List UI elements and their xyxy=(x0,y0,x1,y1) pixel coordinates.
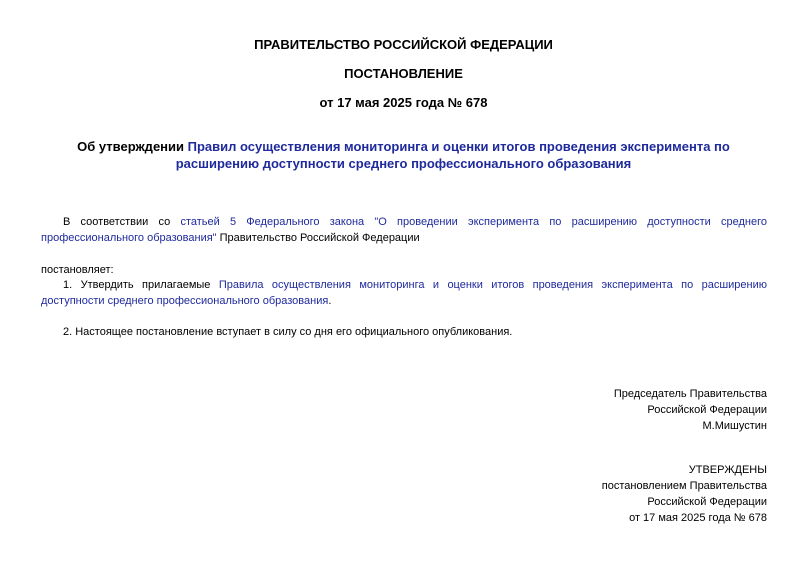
item-2-paragraph: 2. Настоящее постановление вступает в силу со дня его официального опубликования. xyxy=(63,326,513,338)
item-1-text-after: . xyxy=(328,295,332,307)
approval-line1: УТВЕРЖДЕНЫ xyxy=(688,464,767,476)
document-title xyxy=(40,138,767,172)
approval-line2: постановлением Правительства xyxy=(601,480,767,492)
signature-title-line1: Председатель Правительства xyxy=(613,388,767,400)
rules-link[interactable]: Правила осуществления мониторинга и оценки итогов проведения эксперимента по расширению доступности среднего профессионального образования xyxy=(41,279,767,307)
law-article-link[interactable]: статьей 5 Федерального закона "О проведении эксперимента по расширению доступности среднего профессионального образования" xyxy=(41,216,767,244)
approval-line4: от 17 мая 2025 года № 678 xyxy=(629,512,767,524)
signature-block xyxy=(614,386,767,434)
approval-block xyxy=(602,462,767,526)
item-1-text-before: 1. Утвердить прилагаемые xyxy=(63,279,219,291)
title-prefix: Об утверждении xyxy=(77,139,188,154)
signature-title-line2: Российской Федерации xyxy=(647,404,767,416)
document-type: ПОСТАНОВЛЕНИЕ xyxy=(344,66,463,81)
intro-paragraph xyxy=(41,214,767,246)
approval-line3: Российской Федерации xyxy=(647,496,767,508)
signature-name: М.Мишустин xyxy=(702,420,767,432)
intro-text-before: В соответствии со xyxy=(63,216,181,228)
title-link[interactable]: Правил осуществления мониторинга и оценки итогов проведения эксперимента по расширению доступности среднего профессионального образования xyxy=(175,139,730,171)
intro-text-after: Правительство Российской Федерации xyxy=(216,232,420,244)
government-heading: ПРАВИТЕЛЬСТВО РОССИЙСКОЙ ФЕДЕРАЦИИ xyxy=(254,37,553,52)
resolves-label: постановляет: xyxy=(41,264,114,276)
document-date-number: от 17 мая 2025 года № 678 xyxy=(319,95,488,110)
item-1-paragraph xyxy=(41,277,767,309)
